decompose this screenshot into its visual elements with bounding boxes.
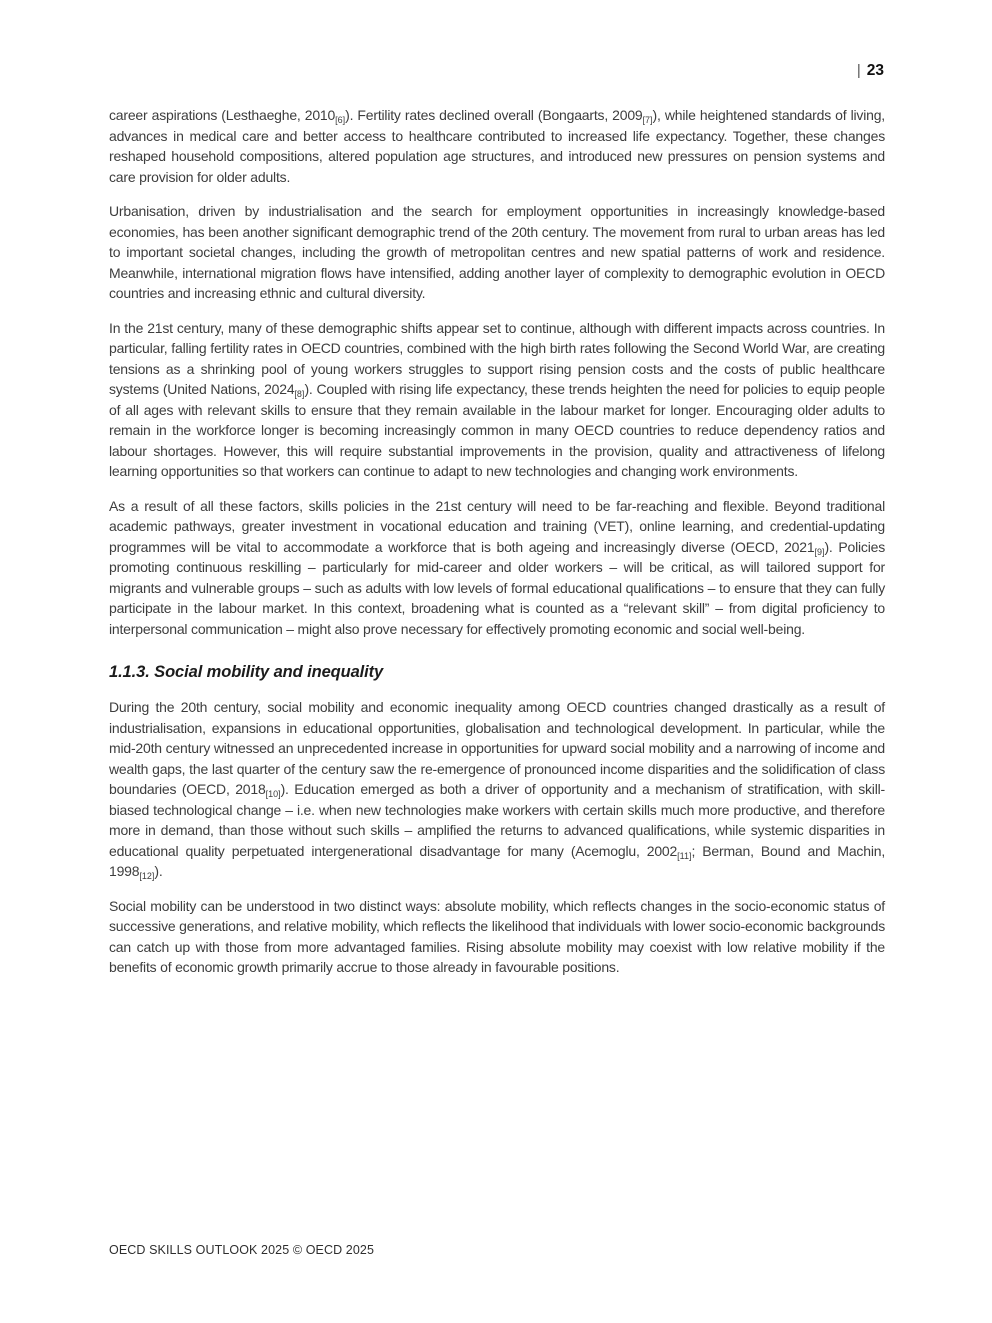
text-run: As a result of all these factors, skills policies in the 21st century will need to be far-reaching and flexible. Beyond traditional academic pathways, greater investment in vocational education and training (VET), online learning, and credential-updating programmes will be vital to accommodate a workforce that is both ageing and increasingly diverse (OECD, 2021 — [109, 497, 885, 555]
citation-reference: [10] — [265, 789, 281, 799]
text-run: 1.1.3. Social mobility and inequality — [109, 663, 384, 681]
text-run: ). Education emerged as both a driver of opportunity and a mechanism of stratification, with skill-biased technological change – i.e. when new technologies make workers with certain skills much more productive, and therefore more in demand, than those without such skills – amplified the returns to advanced qualifications, while systemic disparities in educational quality perpetuated intergenerational disadvantage for many (Acemoglu, 2002 — [109, 781, 885, 859]
paragraph — [109, 896, 885, 978]
text-run: ). Policies promoting continuous reskilling – particularly for mid-career and older workers – will be critical, as will tailored support for migrants and vulnerable groups – such as adults with low levels of formal educational qualifications – to ensure that they can fully participate in the labour market. In this context, broadening what is counted as a “relevant skill” – from digital proficiency to interpersonal communication – might also prove necessary for effectively promoting economic and social well-being. — [109, 538, 885, 637]
text-run: ). — [154, 863, 163, 879]
section-heading — [109, 663, 885, 682]
footer-text: OECD SKILLS OUTLOOK 2025 © OECD 2025 — [109, 1243, 375, 1257]
text-run: ). Coupled with rising life expectancy, these trends heighten the need for policies to equip people of all ages with relevant skills to ensure that they remain available in the labour market for longer. Encouraging older adults to remain in the workforce longer is becoming increasingly common in many OECD countries to reduce dependency ratios and labour shortages. However, this will require substantial improvements in the provision, quality and attractiveness of lifelong learning opportunities so that workers can continue to adapt to new technologies and changing work environments. — [109, 381, 885, 479]
text-run: During the 20th century, social mobility and economic inequality among OECD countries changed drastically as a result of industrialisation, expansions in educational opportunities, globalisation and technological development. In particular, while the mid-20th century witnessed an unprecedented increase in opportunities for upward social mobility and a narrowing of income and wealth gaps, the last quarter of the century saw the re-emergence of pronounced income disparities and the solidification of class boundaries (OECD, 2018 — [109, 699, 885, 797]
text-run: career aspirations (Lesthaeghe, 2010 — [109, 107, 336, 123]
citation-reference: [6] — [335, 115, 346, 125]
text-run: Social mobility can be understood in two distinct ways: absolute mobility, which reflects changes in the socio-economic status of successive generations, and relative mobility, which reflects the likelihood that individuals with lower socio-economic backgrounds can catch up with those from more advantaged families. Rising absolute mobility may coexist with low relative mobility if the benefits of economic growth primarily accrue to those already in favourable positions. — [109, 897, 885, 975]
text-run: Urbanisation, driven by industrialisation and the search for employment opportunities in increasingly knowledge-based economies, has been another significant demographic trend of the 20th century. The movement from rural to urban areas has led to important societal changes, including the growth of metropolitan centres and new spatial patterns of work and residence. Meanwhile, international migration flows have intensified, adding another layer of complexity to demographic evolution in OECD countries and increasing ethnic and cultural diversity. — [109, 203, 885, 301]
paragraph — [109, 496, 885, 640]
paragraph — [109, 697, 885, 882]
page-header — [857, 62, 884, 80]
paragraph — [109, 318, 885, 482]
text-run: ). Fertility rates declined overall (Bongaarts, 2009 — [345, 107, 643, 123]
page-footer — [109, 1243, 374, 1257]
citation-reference: [9] — [814, 546, 825, 557]
citation-reference: [11] — [677, 850, 692, 861]
paragraph — [109, 201, 885, 304]
document-body — [109, 105, 885, 992]
page-number-separator: | — [856, 62, 861, 79]
citation-reference: [12] — [139, 871, 155, 881]
page-number: 23 — [866, 62, 884, 79]
text-run: In the 21st century, many of these demographic shifts appear set to continue, although with different impacts across countries. In particular, falling fertility rates in OECD countries, combined with the high birth rates following the Second World War, are creating tensions as a shrinking pool of young workers struggles to support rising pension costs and the costs of public healthcare systems (United Nations, 2024 — [109, 319, 885, 397]
citation-reference: [8] — [294, 389, 305, 399]
paragraph — [109, 105, 885, 187]
citation-reference: [7] — [642, 115, 653, 125]
text-run: ), while heightened standards of living, advances in medical care and better access to healthcare contributed to increased life expectancy. Together, these changes reshaped household compositions, altered population age structures, and introduced new pressures on pension systems and care provision for older adults. — [109, 107, 885, 185]
text-run: ; Berman, Bound and Machin, 1998 — [109, 842, 886, 879]
